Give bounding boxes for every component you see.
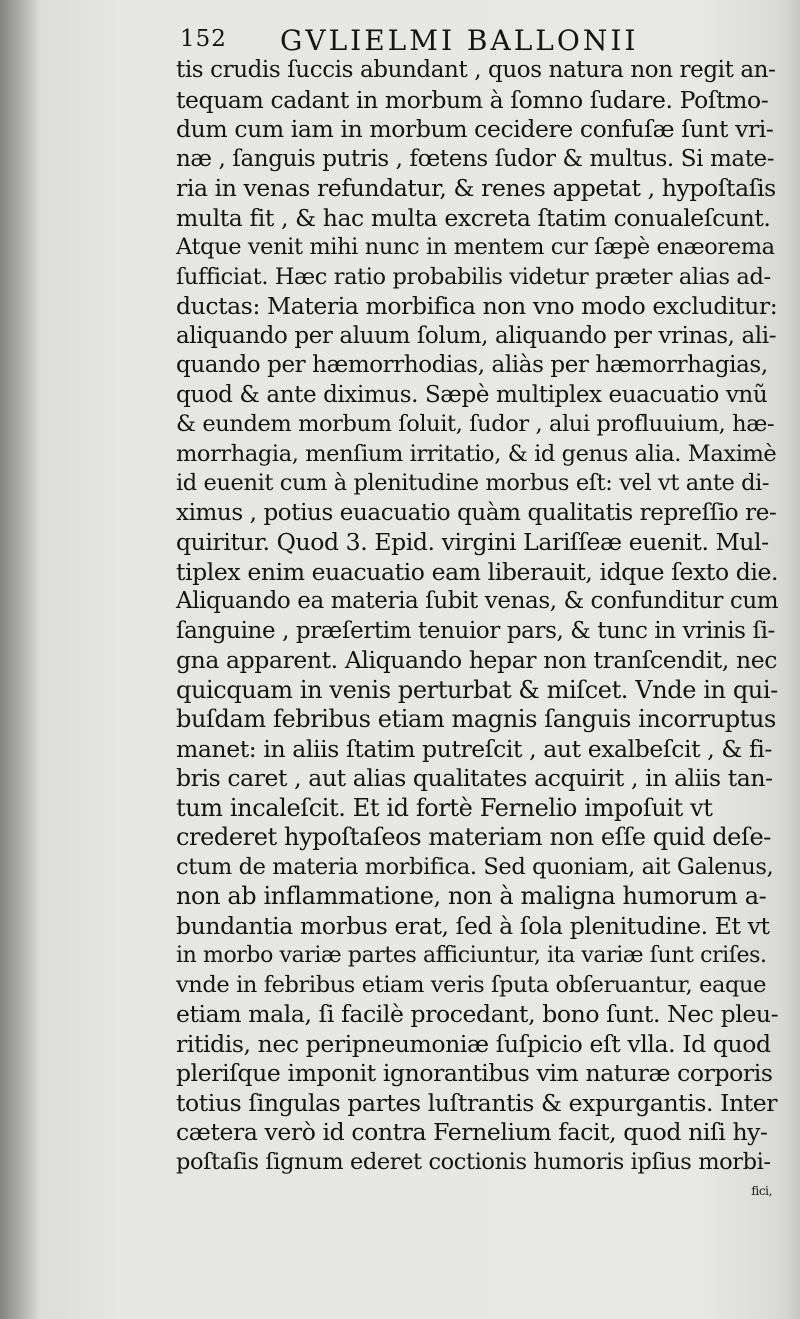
text-line: ſanguine , præſertim tenuior pars, & tunc in vrinis ſi-	[176, 617, 775, 644]
body-text	[176, 56, 778, 1207]
text-line: ximus , potius euacuatio quàm qualitatis repreſſio re-	[176, 499, 777, 526]
text-line: in morbo variæ partes afficiuntur, ita variæ ſunt criſes.	[176, 943, 767, 968]
text-line: tequam cadant in morbum à ſomno ſudare. Poſtmo-	[176, 85, 769, 114]
text-line: Atque venit mihi nunc in mentem cur ſæpè enæorema	[176, 234, 775, 260]
text-line: buſdam febribus etiam magnis ſanguis incorruptus	[176, 705, 776, 733]
text-line: ctum de materia morbifica. Sed quoniam, ait Galenus,	[176, 853, 774, 880]
text-line: bris caret , aut alias qualitates acquirit , in aliis tan-	[176, 764, 773, 792]
running-title: GVLIELMI BALLONII	[280, 24, 639, 57]
text-line: ria in venas refundatur, & renes appetat , hypoſtaſis	[176, 174, 776, 202]
text-line: non ab inflammatione, non à maligna humorum a-	[176, 882, 767, 910]
text-line: id euenit cum à plenitudine morbus eſt: vel vt ante di-	[176, 470, 770, 496]
text-line: aliquando per aluum ſolum, aliquando per vrinas, ali-	[176, 322, 777, 349]
page-number: 152	[180, 26, 227, 52]
text-line: tum incaleſcit. Et id fortè Fernelio impoſuit vt	[176, 793, 713, 822]
text-line: bundantia morbus erat, ſed à ſola plenitudine. Et vt	[176, 911, 770, 940]
text-line: crederet hypoſtaſeos materiam non eſſe quid deſe-	[176, 823, 771, 851]
text-line-final: fici,	[751, 1184, 772, 1198]
text-line: pleriſque imponit ignorantibus vim naturæ corporis	[176, 1059, 773, 1087]
text-line: Aliquando ea materia ſubit venas, & confunditur cum	[176, 588, 779, 614]
text-line: tis crudis ſuccis abundant , quos natura non regit an-	[176, 57, 776, 83]
text-line: dum cum iam in morbum cecidere confuſæ ſunt vri-	[176, 115, 774, 143]
text-line: poſtaſis ſignum ederet coctionis humoris ipſius morbi-	[176, 1148, 771, 1175]
text-line: quiritur. Quod 3. Epid. virgini Lariſſeæ euenit. Mul-	[176, 528, 769, 556]
binding-gutter-shadow	[0, 0, 40, 1319]
text-line: ſufficiat. Hæc ratio probabilis videtur præter alias ad-	[176, 263, 771, 290]
text-line: etiam mala, ſi facilè procedant, bono ſunt. Nec pleu-	[176, 1000, 779, 1028]
page-header	[180, 22, 780, 56]
text-line: multa fit , & hac multa excreta ſtatim conualeſcunt.	[176, 203, 771, 232]
text-line: quicquam in venis perturbat & miſcet. Vnde in qui-	[176, 675, 778, 704]
text-line: ritidis, nec peripneumoniæ ſuſpicio eſt vlla. Id quod	[176, 1029, 771, 1058]
text-line: gna apparent. Aliquando hepar non tranſcendit, nec	[176, 646, 777, 674]
text-line: quod & ante diximus. Sæpè multiplex euacuatio vnũ	[176, 381, 768, 408]
text-line: & eundem morbum ſoluit, ſudor , alui profluuium, hæ-	[176, 411, 775, 437]
text-line: næ , ſanguis putris , fœtens ſudor & multus. Si mate-	[176, 145, 775, 172]
text-line: manet: in aliis ſtatim putreſcit , aut exalbeſcit , & fi-	[176, 734, 772, 763]
text-line: totius ſingulas partes luſtrantis & expurgantis. Inter	[176, 1088, 778, 1117]
text-line: ductas: Materia morbifica non vno modo excluditur:	[176, 292, 778, 320]
text-line: vnde in febribus etiam veris ſputa obſeruantur, eaque	[176, 971, 767, 998]
text-line: quando per hæmorrhodias, aliàs per hæmorrhagias,	[176, 352, 768, 378]
text-line: cætera verò id contra Fernelium facit, quod niſi hy-	[176, 1118, 768, 1146]
text-line: morrhagia, menſium irritatio, & id genus alia. Maximè	[176, 440, 777, 467]
text-line: tiplex enim euacuatio eam liberauit, idque ſexto die.	[176, 557, 779, 586]
